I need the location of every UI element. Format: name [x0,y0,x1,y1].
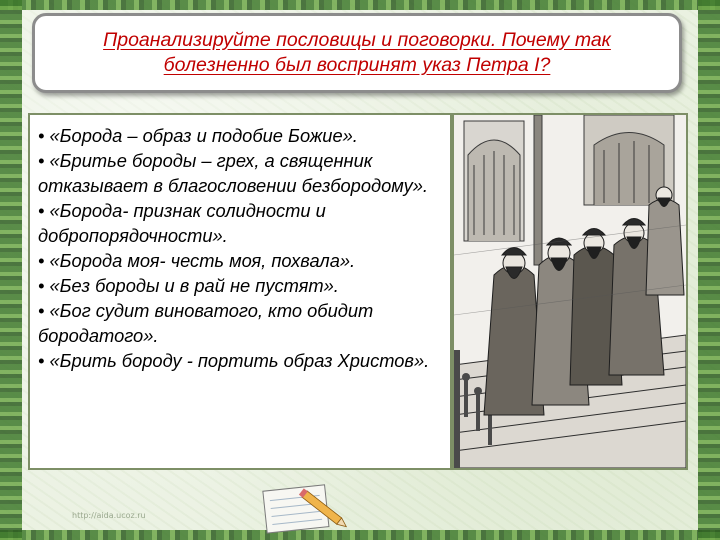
decorative-border-left [0,0,22,540]
title-box [32,13,682,93]
historical-illustration [452,113,688,470]
decorative-border-top [0,0,720,10]
boyars-engraving-image [454,115,686,468]
footer-url: http://aida.ucoz.ru [72,511,146,520]
decorative-border-bottom [0,530,720,540]
proverbs-panel [28,113,452,470]
title-line-2: болезненно был воспринят указ Петра I? [163,54,551,76]
proverb-item: • «Борода- признак солидности и добропорядочности». [38,200,326,246]
proverb-item: • «Борода – образ и подобие Божие». [38,125,358,146]
slide-title [103,28,611,79]
proverb-list [38,123,440,373]
notebook-pencil-icon [255,480,355,535]
proverb-item: • «Брить бороду - портить образ Христов». [38,350,430,371]
title-line-1: Проанализируйте пословицы и поговорки. Почему так [103,28,611,51]
proverb-item: • «Борода моя- честь моя, похвала». [38,250,356,271]
proverb-item: • «Бритье бороды – грех, а священник отказывает в благословении безбородому». [38,150,428,196]
proverb-item: • «Без бороды и в рай не пустят». [38,275,339,296]
proverb-item: • «Бог судит виноватого, кто обидит бородатого». [38,300,374,346]
decorative-border-right [698,0,720,540]
